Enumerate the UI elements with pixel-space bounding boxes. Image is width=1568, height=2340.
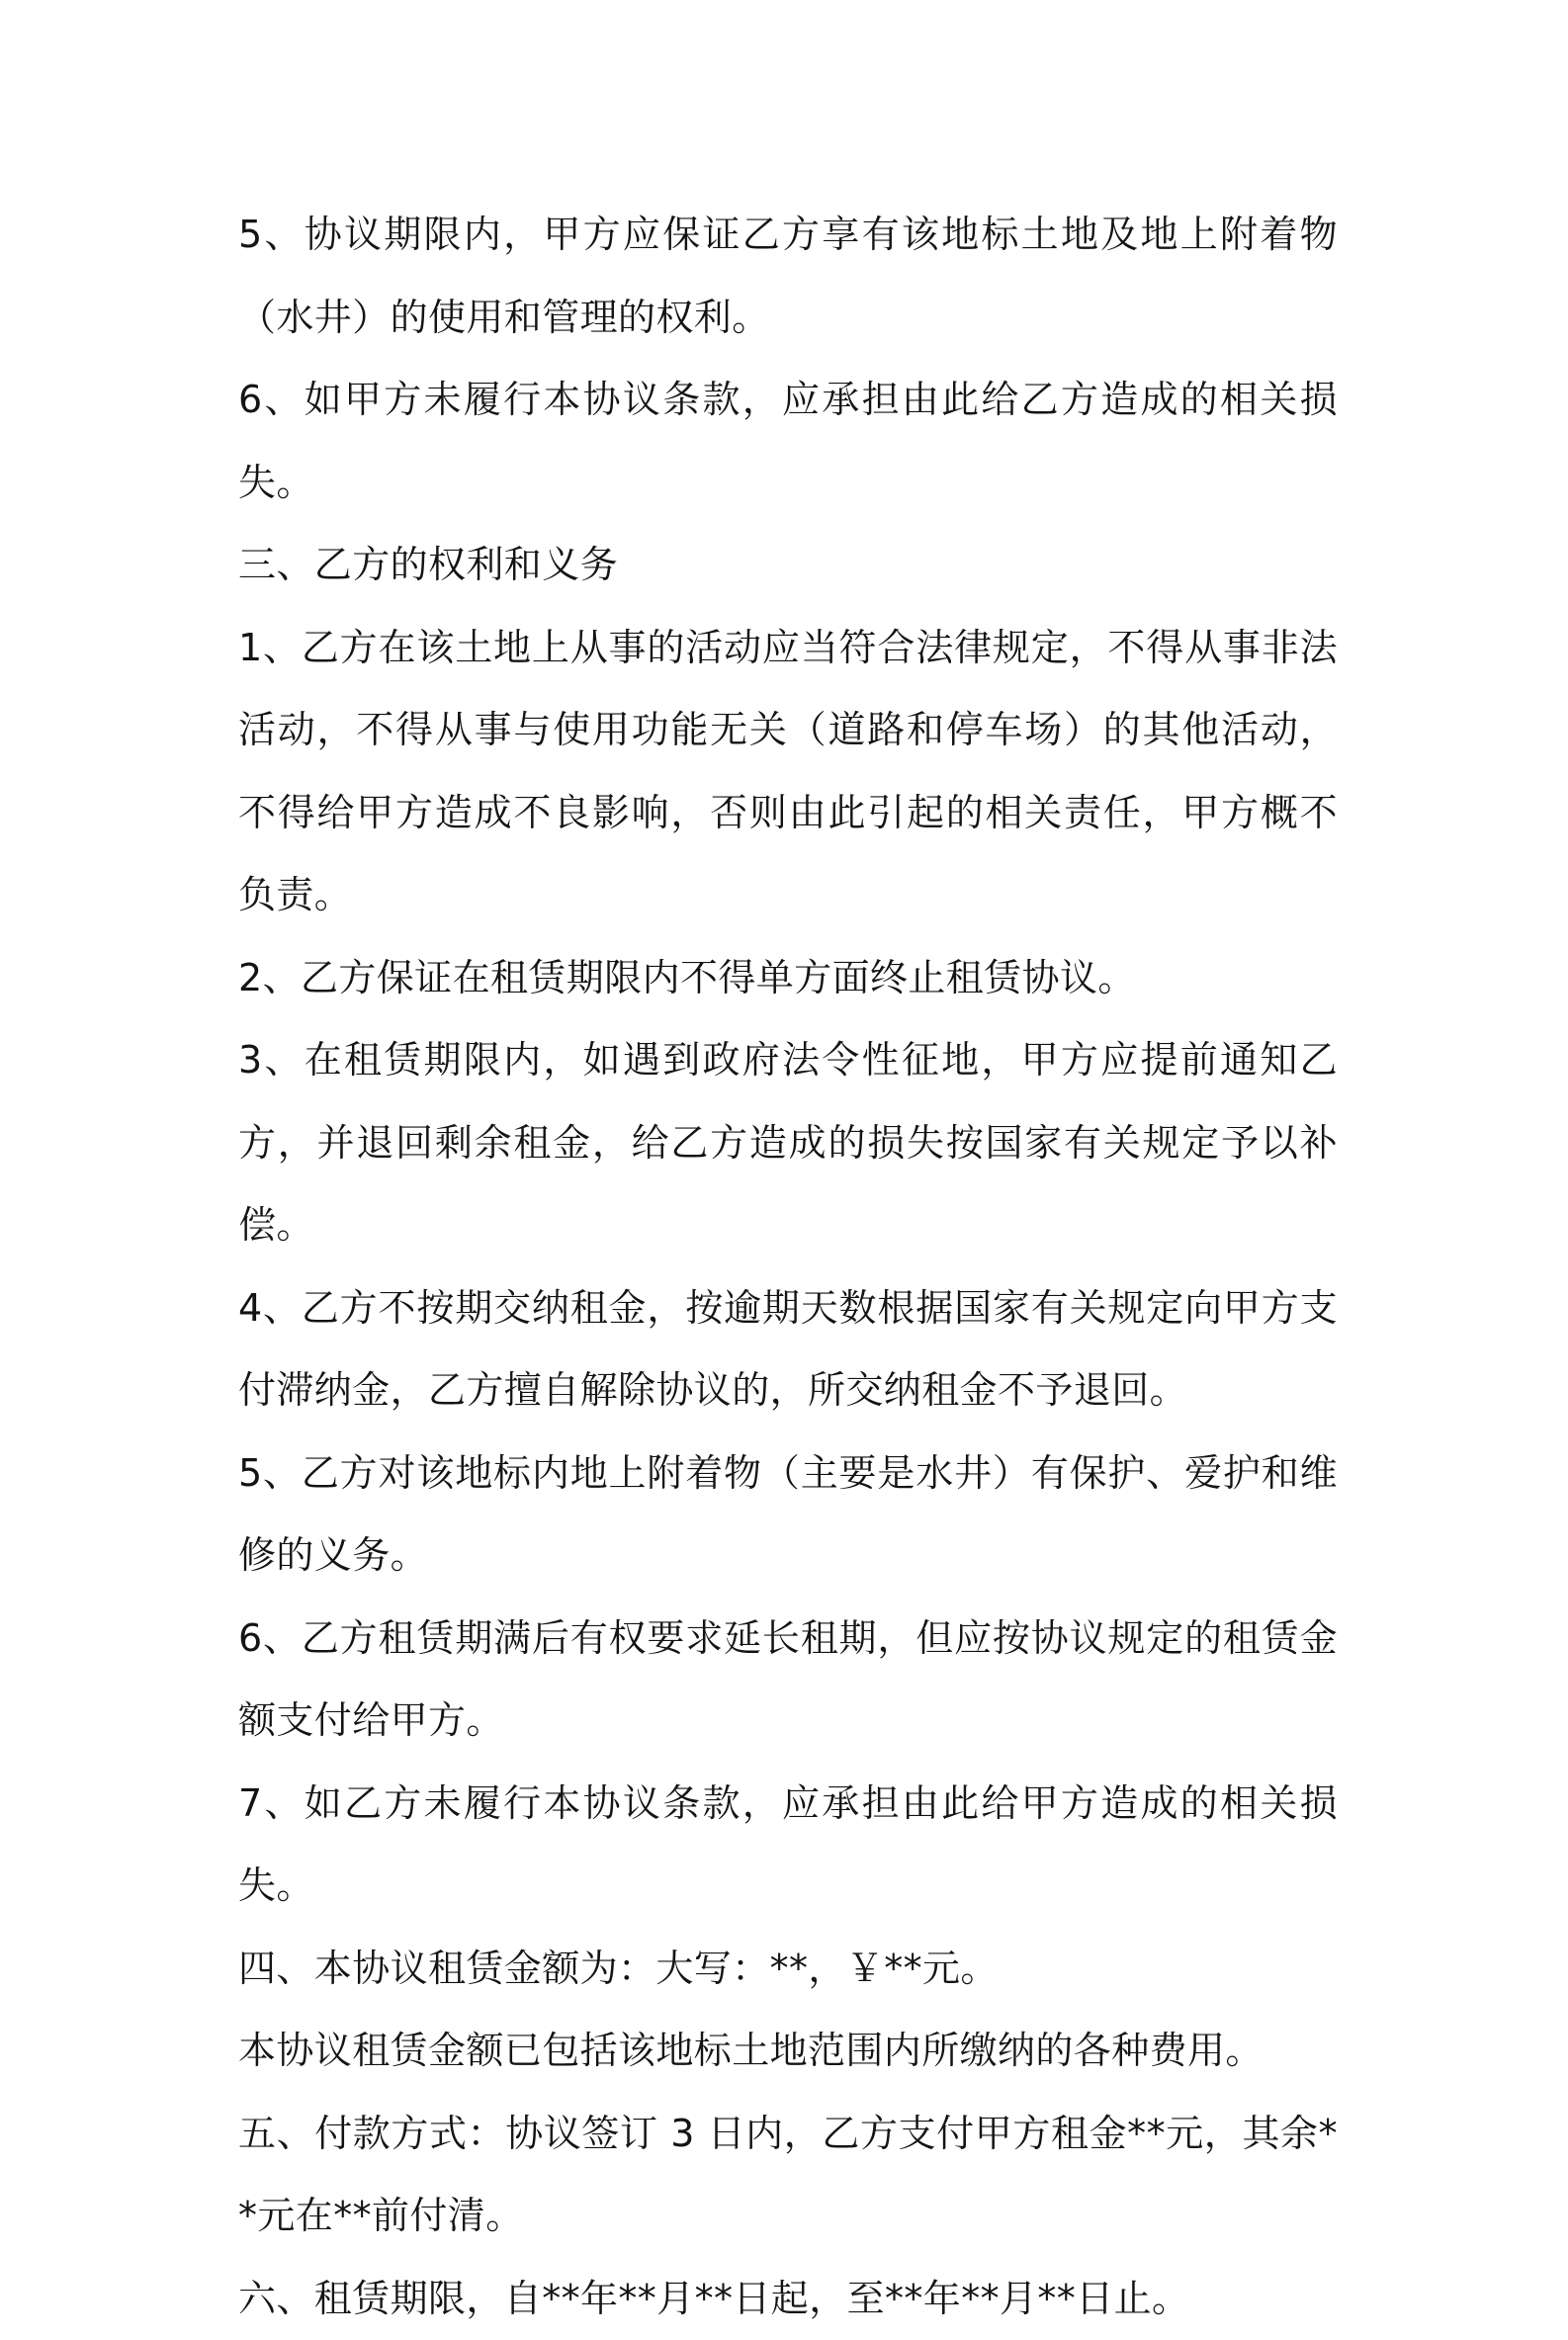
section-heading-6-lease-term: 六、租赁期限，自**年**月**日起，至**年**月**日止。 — [238, 2258, 1338, 2340]
clause-party-b-3: 3、在租赁期限内，如遇到政府法令性征地，甲方应提前通知乙方，并退回剩余租金，给乙方造成的损失按国家有关规定予以补偿。 — [238, 1019, 1338, 1267]
clause-party-a-6: 6、如甲方未履行本协议条款，应承担由此给乙方造成的相关损失。 — [238, 359, 1338, 524]
section-heading-5-payment: 五、付款方式：协议签订 3 日内，乙方支付甲方租金**元，其余**元在**前付清。 — [238, 2093, 1338, 2258]
clause-party-b-2: 2、乙方保证在租赁期限内不得单方面终止租赁协议。 — [238, 937, 1338, 1020]
clause-party-b-4: 4、乙方不按期交纳租金，按逾期天数根据国家有关规定向甲方支付滞纳金，乙方擅自解除协议的，所交纳租金不予退回。 — [238, 1267, 1338, 1432]
section-heading-3: 三、乙方的权利和义务 — [238, 524, 1338, 607]
clause-party-b-1: 1、乙方在该土地上从事的活动应当符合法律规定，不得从事非法活动，不得从事与使用功能无关（道路和停车场）的其他活动，不得给甲方造成不良影响，否则由此引起的相关责任，甲方概不负责。 — [238, 607, 1338, 937]
clause-party-b-7: 7、如乙方未履行本协议条款，应承担由此给甲方造成的相关损失。 — [238, 1763, 1338, 1928]
rent-amount-note: 本协议租赁金额已包括该地标土地范围内所缴纳的各种费用。 — [238, 2010, 1338, 2093]
clause-party-a-5: 5、协议期限内，甲方应保证乙方享有该地标土地及地上附着物（水井）的使用和管理的权利。 — [238, 194, 1338, 359]
clause-party-b-5: 5、乙方对该地标内地上附着物（主要是水井）有保护、爱护和维修的义务。 — [238, 1432, 1338, 1598]
section-heading-4-rent-amount: 四、本协议租赁金额为：大写：**，￥**元。 — [238, 1928, 1338, 2011]
document-body — [238, 194, 1338, 2340]
clause-party-b-6: 6、乙方租赁期满后有权要求延长租期，但应按协议规定的租赁金额支付给甲方。 — [238, 1598, 1338, 1763]
